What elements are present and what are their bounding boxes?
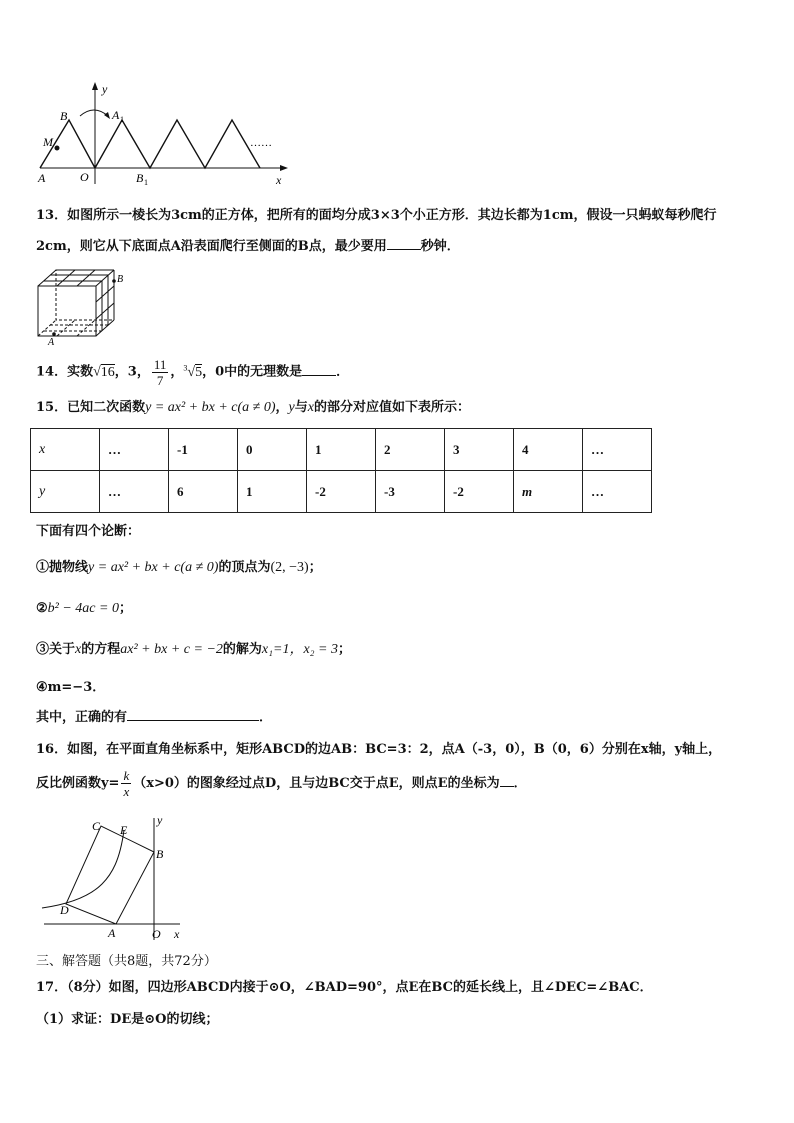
label-B: B — [60, 109, 68, 123]
table-cell: -3 — [376, 471, 445, 513]
var-y: y — [288, 400, 295, 415]
table-cell: … — [100, 429, 169, 471]
question-13-text-3: 秒钟． — [420, 239, 460, 254]
fraction-11-7 — [152, 357, 169, 388]
claim-3-text-a: 关于 — [49, 642, 76, 657]
question-16-line2 — [36, 766, 527, 802]
label-O: O — [80, 170, 89, 184]
cube-figure — [34, 264, 130, 346]
claim-4 — [36, 678, 105, 698]
claim-4-mark: ④ — [36, 680, 48, 695]
fraction-k-x — [121, 768, 131, 799]
fraction-numerator: 11 — [153, 356, 167, 372]
rectangle-hyperbola-figure — [40, 812, 190, 944]
fig16-label-D: D — [60, 903, 69, 917]
label-B1-sub: 1 — [144, 178, 148, 187]
question-17-part1: （1）求证：DE是⊙O的切线； — [36, 1012, 219, 1027]
question-14-sep2: ， — [170, 364, 184, 380]
label-y: y — [102, 82, 108, 96]
table-cell: … — [100, 471, 169, 513]
zigzag-figure — [32, 80, 292, 190]
question-13-line2 — [36, 236, 460, 257]
claim-3-mark: ③ — [36, 642, 50, 657]
sqrt-16: √16 — [93, 364, 115, 380]
fraction-denominator: 7 — [156, 372, 164, 388]
label-x: x — [276, 173, 282, 187]
table-cell: 2 — [376, 429, 445, 471]
question-15-mid: ， — [275, 400, 289, 415]
sqrt-16-radicand: 16 — [100, 364, 115, 380]
label-A1-sub: 1 — [120, 115, 124, 124]
table-cell: -2 — [445, 471, 514, 513]
label-A: A — [38, 171, 46, 185]
question-13-text-1: 如图所示一棱长为3cm的正方体，把所有的面均分成3×3个小正方形．其边长都为1cm，假设一只蚂蚁每秒爬行 — [67, 208, 717, 223]
question-14 — [36, 356, 349, 388]
claim-2-end: ； — [118, 601, 132, 616]
question-15-number: 15． — [36, 400, 68, 415]
cube-label-A: A — [48, 337, 55, 346]
claim-3-text-c: 的解为 — [222, 642, 262, 657]
fig16-label-x: x — [174, 927, 180, 941]
claim-2 — [36, 599, 132, 619]
question-17-line1: 17．（8分）如图，四边形ABCD内接于⊙O，∠BAD=90°，点E在BC的延长线上，且∠DEC=∠BAC． — [36, 980, 653, 995]
table-row — [31, 471, 652, 513]
fraction-numerator: k — [123, 768, 130, 783]
quadratic-function: y = ax² + bx + c(a ≠ 0) — [145, 400, 276, 415]
question-16-end: ． — [513, 776, 527, 791]
question-15-pre: 已知二次函数 — [67, 400, 146, 415]
claims-intro: 下面有四个论断： — [36, 524, 141, 539]
question-14-post: ，0中的无理数是 — [202, 364, 303, 380]
table-cell: 1 — [238, 471, 307, 513]
var-x: x — [307, 400, 314, 415]
table-cell: 4 — [514, 429, 583, 471]
claim-2-mark: ② — [36, 601, 48, 616]
question-13-text-2: 2cm，则它从下底面点A沿表面爬行至侧面的B点，最少要用 — [36, 239, 387, 254]
claim-1-function: y = ax² + bx + c(a ≠ 0) — [88, 560, 219, 575]
question-16-text-1: 如图，在平面直角坐标系中，矩形ABCD的边AB：BC=3：2，点A（-3，0），B（0，6）分别在x轴，y轴上， — [67, 742, 722, 757]
question-14-pre: 实数 — [67, 364, 94, 380]
answer-blank-13[interactable] — [387, 236, 421, 250]
cube-label-B: B — [117, 274, 124, 285]
question-15-answer — [36, 707, 272, 728]
cbrt-5: $^3$√5 — [183, 363, 203, 380]
claim-1-text-a: 抛物线 — [49, 560, 89, 575]
question-16-line1 — [36, 740, 721, 760]
fig16-label-C: C — [92, 819, 101, 833]
fig16-label-y: y — [157, 813, 163, 827]
question-14-number: 14． — [36, 364, 68, 380]
question-16-text-3: （x>0）的图象经过点D，且与边BC交于点E，则点E的坐标为 — [133, 776, 500, 791]
label-B1: B — [136, 171, 144, 185]
claim-1-text-b: 的顶点为 — [218, 560, 271, 575]
fig16-label-O: O — [152, 927, 161, 941]
table-row — [31, 429, 652, 471]
claim-2-expression: b² − 4ac = 0 — [47, 601, 119, 616]
value-table — [30, 428, 652, 513]
question-15-yu: 与 — [294, 400, 308, 415]
fraction-denominator: x — [123, 784, 130, 799]
label-A1: A — [112, 108, 120, 122]
table-cell: m — [514, 471, 583, 513]
table-cell: 0 — [238, 429, 307, 471]
question-13-line1 — [36, 206, 717, 226]
claim-1-end: ； — [308, 560, 322, 575]
table-cell: 1 — [307, 429, 376, 471]
claim-3 — [36, 640, 351, 660]
answer-blank-16[interactable] — [500, 773, 514, 787]
cbrt-index: 3 — [183, 363, 188, 372]
question-15 — [36, 398, 470, 418]
cbrt-radicand: 5 — [195, 364, 203, 380]
question-15-post: 的部分对应值如下表所示： — [313, 400, 470, 415]
question-15-answer-end: ． — [259, 710, 273, 725]
dots-label: …… — [250, 137, 272, 149]
claim-3-end: ； — [337, 642, 351, 657]
question-14-sep1: ，3， — [114, 364, 150, 380]
claim-1 — [36, 558, 322, 578]
question-16-number: 16． — [36, 742, 68, 757]
table-cell: 3 — [445, 429, 514, 471]
claim-3-text-b: 的方程 — [81, 642, 121, 657]
claim-3-equation: ax² + bx + c = −2 — [120, 642, 223, 657]
fig16-label-A: A — [108, 926, 116, 940]
section-3-heading: 三、解答题（共8题，共72分） — [36, 954, 217, 969]
claim-1-vertex: (2, −3) — [270, 560, 309, 575]
answer-blank-14[interactable] — [302, 362, 336, 376]
question-13-number: 13． — [36, 208, 68, 223]
table-cell: … — [583, 429, 652, 471]
question-14-end: ． — [336, 364, 350, 380]
claim-1-mark: ① — [36, 560, 50, 575]
claim-3-var-x: x — [75, 642, 82, 657]
question-15-answer-pre: 其中，正确的有 — [36, 710, 128, 725]
table-cell: … — [583, 471, 652, 513]
label-M: M — [43, 135, 53, 149]
fig16-label-B: B — [156, 847, 164, 861]
claim-3-solutions: x₁=1，x₂ = 3 — [261, 642, 338, 657]
question-16-text-2: 反比例函数y= — [36, 776, 120, 791]
table-cell: 6 — [169, 471, 238, 513]
claim-4-text: m=−3． — [47, 680, 106, 695]
table-cell: x — [31, 429, 100, 471]
answer-blank-15[interactable] — [127, 707, 259, 721]
table-cell: -1 — [169, 429, 238, 471]
table-cell: -2 — [307, 471, 376, 513]
table-cell: y — [31, 471, 100, 513]
fig16-label-E: E — [120, 823, 128, 837]
